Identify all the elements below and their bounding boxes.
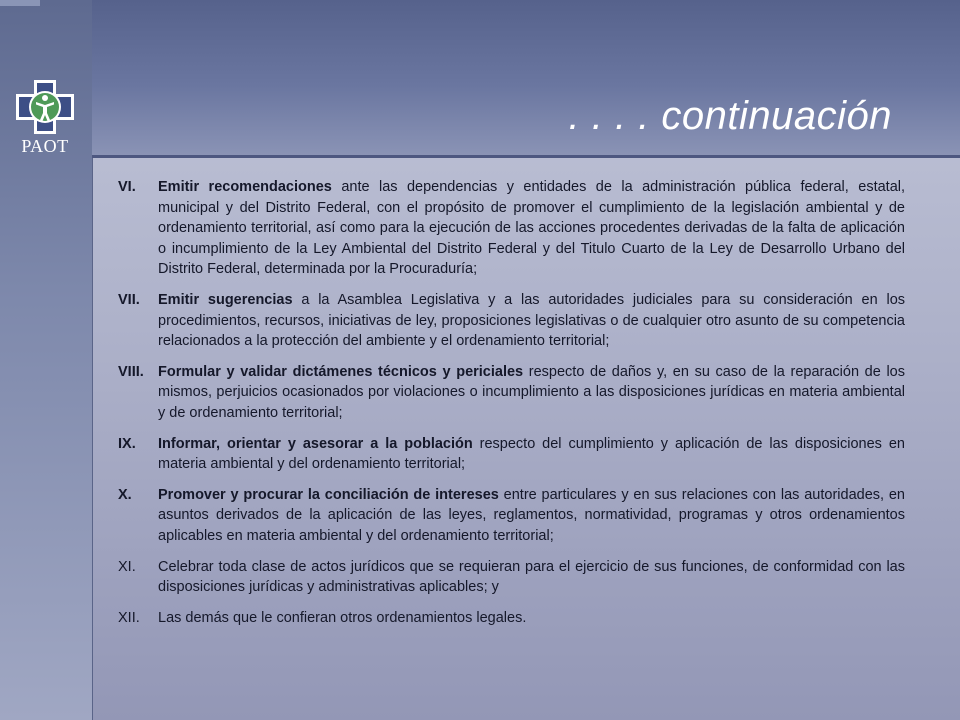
- item-text: a la Asamblea Legislativa y a las autoridades judiciales para su consideración en los procedimientos, recursos, iniciativas de ley, proposiciones legislativas o de cualquier otro asunto de su competencia relacionados a la protección del ambiente y el ordenamiento territorial;: [158, 291, 906, 350]
- paot-emblem-icon: [14, 78, 76, 136]
- item-list: [118, 177, 905, 638]
- list-item: [118, 290, 905, 352]
- list-item: [118, 362, 905, 424]
- list-item: [118, 177, 905, 280]
- list-item: [118, 434, 905, 475]
- item-text: entre particulares y en sus relaciones con las autoridades, en asuntos derivados de la aplicación de las leyes, reglamentos, normatividad, programas y otros ordenamientos aplicables en materia ambiental y del ordenamiento territorial;: [158, 486, 905, 544]
- item-text: ante las dependencias y entidades de la administración pública federal, estatal, municipal y del Distrito Federal, con el propósito de promover el cumplimiento de la legislación ambiental y de ordenamiento territorial, así como para la ejecución de las acciones procedentes derivadas de la falta de aplicación o incumplimiento de la Ley Ambiental del Distrito Federal y del Titulo Cuarto de la Ley de Desarrollo Urbano del Distrito Federal, determinada por la Procuraduría;: [158, 179, 906, 278]
- item-text: respecto de daños y, en su caso de la reparación de los mismos, perjuicios ocasionados por violaciones o incumplimiento a las disposiciones jurídicas en materia ambiental y de ordenamiento territorial;: [158, 363, 905, 421]
- item-heading: Emitir recomendaciones: [158, 179, 332, 195]
- item-heading: Promover y procurar la conciliación de intereses: [158, 486, 499, 503]
- item-number: VI.: [118, 179, 136, 195]
- item-heading: Emitir sugerencias: [158, 291, 293, 308]
- paot-logo: [14, 78, 76, 160]
- item-text: Celebrar toda clase de actos jurídicos que se requieran para el ejercicio de sus funciones, de conformidad con las disposiciones jurídicas y administrativas aplicables; y: [158, 558, 905, 596]
- list-item: [118, 608, 905, 629]
- item-number: XI.: [118, 558, 136, 575]
- item-heading: Formular y validar dictámenes técnicos y periciales: [158, 363, 524, 380]
- slide-title: . . . . continuación: [568, 94, 892, 138]
- item-number: X.: [118, 486, 132, 503]
- list-item: [118, 485, 905, 547]
- logo-text: PAOT: [21, 136, 69, 156]
- item-number: XII.: [118, 609, 140, 626]
- item-heading: Informar, orientar y asesorar a la población: [158, 435, 473, 452]
- item-text: respecto del cumplimiento y aplicación de las disposiciones en materia ambiental y del ordenamiento territorial;: [158, 435, 905, 473]
- left-sidebar-band: [0, 0, 93, 720]
- corner-accent: [0, 0, 40, 6]
- item-number: VII.: [118, 291, 140, 308]
- item-number: VIII.: [118, 363, 144, 380]
- item-number: IX.: [118, 435, 136, 452]
- list-item: [118, 557, 905, 598]
- item-text: Las demás que le confieran otros ordenamientos legales.: [158, 609, 527, 626]
